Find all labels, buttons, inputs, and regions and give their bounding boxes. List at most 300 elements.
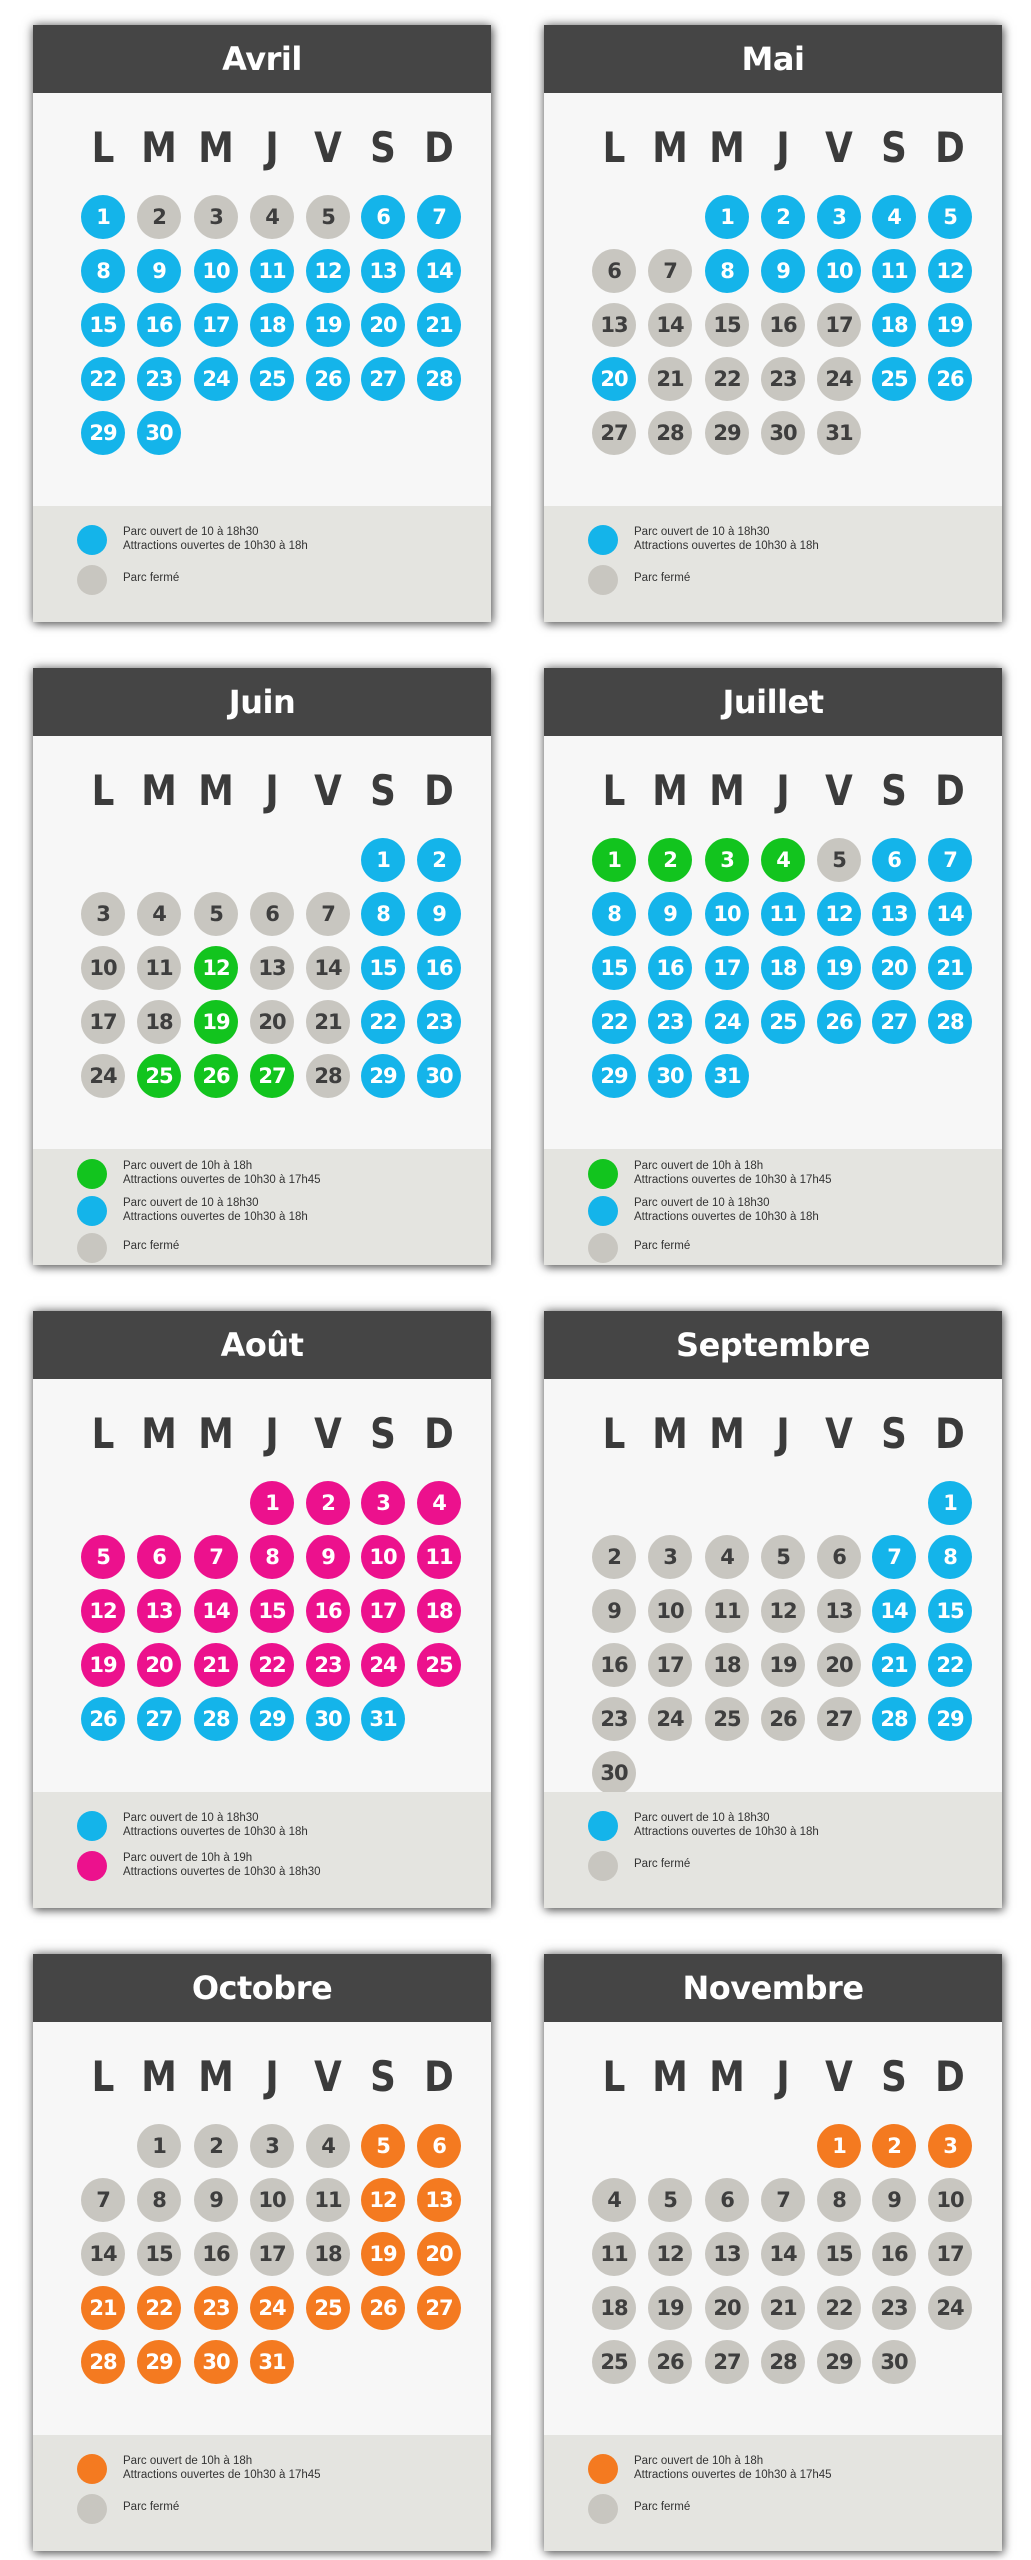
legend-text (634, 1811, 819, 1839)
legend-line: Attractions ouvertes de 10h30 à 18h30 (123, 1866, 321, 1878)
day-cell: 19 (194, 1000, 238, 1044)
day-cell: 2 (306, 1481, 350, 1525)
day-cell: 23 (648, 1000, 692, 1044)
legend-item (33, 2491, 491, 2527)
day-cell: 21 (417, 303, 461, 347)
legend-item (33, 562, 491, 598)
day-cell: 29 (361, 1054, 405, 1098)
month-title: Août (33, 1311, 491, 1379)
legend-line: Parc ouvert de 10 à 18h30 (123, 1812, 259, 1824)
legend (544, 506, 1002, 622)
day-cell: 23 (194, 2286, 238, 2330)
weekday-label: M (198, 123, 234, 172)
day-cell: 7 (194, 1535, 238, 1579)
day-cell: 19 (648, 2286, 692, 2330)
legend-item (33, 1193, 491, 1229)
month-card-3 (544, 668, 1002, 1265)
day-cell: 12 (648, 2232, 692, 2276)
day-cell: 8 (928, 1535, 972, 1579)
day-cell: 6 (705, 2178, 749, 2222)
day-cell: 11 (137, 946, 181, 990)
legend-item (33, 2451, 491, 2487)
day-cell: 25 (592, 2340, 636, 2384)
day-cell: 17 (648, 1643, 692, 1687)
day-cell: 1 (81, 195, 125, 239)
weekday-label: M (198, 1409, 234, 1458)
day-cell: 3 (928, 2124, 972, 2168)
day-cell: 16 (306, 1589, 350, 1633)
month-title: Septembre (544, 1311, 1002, 1379)
legend-color-dot (588, 525, 618, 555)
day-cell: 19 (81, 1643, 125, 1687)
day-cell: 1 (592, 838, 636, 882)
legend-item (33, 522, 491, 558)
day-cell: 6 (872, 838, 916, 882)
day-cell: 1 (928, 1481, 972, 1525)
legend-item (544, 1848, 1002, 1884)
legend-line: Parc ouvert de 10 à 18h30 (634, 1197, 770, 1209)
day-cell: 22 (250, 1643, 294, 1687)
day-cell: 4 (872, 195, 916, 239)
day-cell: 24 (194, 357, 238, 401)
day-cell: 7 (928, 838, 972, 882)
weekday-label: L (602, 1409, 626, 1458)
day-cell: 22 (137, 2286, 181, 2330)
legend-text (123, 1239, 179, 1253)
legend-line: Parc ouvert de 10h à 18h (123, 2455, 253, 2467)
day-cell: 8 (250, 1535, 294, 1579)
day-cell: 4 (761, 838, 805, 882)
month-title: Mai (544, 25, 1002, 93)
day-cell: 16 (194, 2232, 238, 2276)
day-cell: 14 (872, 1589, 916, 1633)
day-cell: 16 (417, 946, 461, 990)
day-cell: 7 (417, 195, 461, 239)
weekday-label: M (198, 766, 234, 815)
legend-line: Attractions ouvertes de 10h30 à 18h (634, 540, 819, 552)
weekday-label: L (91, 1409, 115, 1458)
legend-text (123, 2500, 179, 2514)
day-cell: 2 (872, 2124, 916, 2168)
legend-item (544, 1193, 1002, 1229)
weekday-label: D (424, 123, 454, 172)
legend (33, 506, 491, 622)
day-cell: 19 (817, 946, 861, 990)
day-cell: 30 (137, 411, 181, 455)
day-cell: 28 (761, 2340, 805, 2384)
month-card-0 (33, 25, 491, 622)
weekday-label: M (652, 766, 688, 815)
weekday-label: S (881, 766, 907, 815)
weekday-label: D (935, 123, 965, 172)
day-cell: 14 (194, 1589, 238, 1633)
legend-line: Parc fermé (634, 1858, 691, 1870)
day-cell: 21 (761, 2286, 805, 2330)
legend-item (544, 1230, 1002, 1266)
legend-line: Attractions ouvertes de 10h30 à 18h (123, 540, 308, 552)
weekday-label: S (881, 123, 907, 172)
legend-color-dot (77, 1159, 107, 1189)
day-cell: 6 (592, 249, 636, 293)
day-cell: 10 (928, 2178, 972, 2222)
day-cell: 13 (817, 1589, 861, 1633)
day-cell: 26 (306, 357, 350, 401)
day-cell: 14 (648, 303, 692, 347)
day-cell: 20 (705, 2286, 749, 2330)
day-cell: 6 (817, 1535, 861, 1579)
legend-text (634, 1196, 819, 1224)
weekday-label: M (652, 123, 688, 172)
day-cell: 20 (361, 303, 405, 347)
day-cell: 7 (81, 2178, 125, 2222)
day-cell: 16 (761, 303, 805, 347)
day-cell: 3 (250, 2124, 294, 2168)
day-cell: 20 (250, 1000, 294, 1044)
day-cell: 18 (872, 303, 916, 347)
legend-item (33, 1808, 491, 1844)
day-cell: 2 (648, 838, 692, 882)
day-cell: 2 (592, 1535, 636, 1579)
legend-line: Parc fermé (634, 1240, 691, 1252)
day-cell: 26 (761, 1697, 805, 1741)
legend-line: Parc fermé (123, 1240, 180, 1252)
day-cell: 25 (761, 1000, 805, 1044)
weekday-label: D (424, 766, 454, 815)
day-cell: 25 (872, 357, 916, 401)
day-cell: 14 (761, 2232, 805, 2276)
day-cell: 12 (817, 892, 861, 936)
weekday-label: V (825, 2052, 853, 2101)
day-cell: 31 (705, 1054, 749, 1098)
weekday-label: J (265, 766, 279, 815)
day-cell: 27 (592, 411, 636, 455)
day-cell: 24 (81, 1054, 125, 1098)
day-cell: 30 (761, 411, 805, 455)
day-cell: 15 (817, 2232, 861, 2276)
day-cell: 3 (81, 892, 125, 936)
legend (33, 1149, 491, 1265)
legend-text (123, 1851, 321, 1879)
day-cell: 24 (648, 1697, 692, 1741)
day-cell: 5 (361, 2124, 405, 2168)
weekday-label: J (265, 1409, 279, 1458)
day-cell: 24 (250, 2286, 294, 2330)
day-cell: 16 (592, 1643, 636, 1687)
day-cell: 15 (705, 303, 749, 347)
day-cell: 5 (81, 1535, 125, 1579)
legend-item (544, 2491, 1002, 2527)
day-cell: 28 (306, 1054, 350, 1098)
weekday-label: J (776, 123, 790, 172)
legend-text (123, 2454, 321, 2482)
legend-item (544, 1156, 1002, 1192)
legend-line: Attractions ouvertes de 10h30 à 17h45 (123, 1174, 321, 1186)
day-cell: 14 (306, 946, 350, 990)
day-cell: 21 (928, 946, 972, 990)
weekday-label: V (314, 766, 342, 815)
day-cell: 6 (361, 195, 405, 239)
legend-line: Parc ouvert de 10h à 18h (634, 1160, 764, 1172)
legend-item (33, 1156, 491, 1192)
day-cell: 1 (137, 2124, 181, 2168)
weekday-label: V (314, 1409, 342, 1458)
weekday-label: D (935, 1409, 965, 1458)
legend-text (634, 571, 690, 585)
legend-item (33, 1848, 491, 1884)
day-cell: 31 (361, 1697, 405, 1741)
legend-line: Attractions ouvertes de 10h30 à 18h (634, 1826, 819, 1838)
day-cell: 15 (592, 946, 636, 990)
legend-item (544, 1808, 1002, 1844)
day-cell: 25 (417, 1643, 461, 1687)
day-cell: 22 (81, 357, 125, 401)
day-cell: 29 (592, 1054, 636, 1098)
day-cell: 4 (137, 892, 181, 936)
day-cell: 23 (306, 1643, 350, 1687)
weekday-label: D (424, 1409, 454, 1458)
day-cell: 13 (250, 946, 294, 990)
day-cell: 10 (250, 2178, 294, 2222)
day-cell: 2 (761, 195, 805, 239)
day-cell: 23 (417, 1000, 461, 1044)
legend (544, 1149, 1002, 1265)
weekday-label: L (91, 2052, 115, 2101)
day-cell: 6 (137, 1535, 181, 1579)
day-cell: 1 (250, 1481, 294, 1525)
day-cell: 8 (592, 892, 636, 936)
day-cell: 29 (81, 411, 125, 455)
day-cell: 26 (81, 1697, 125, 1741)
day-cell: 3 (361, 1481, 405, 1525)
day-cell: 30 (872, 2340, 916, 2384)
legend-item (544, 2451, 1002, 2487)
day-cell: 3 (648, 1535, 692, 1579)
weekday-label: J (776, 1409, 790, 1458)
day-cell: 29 (928, 1697, 972, 1741)
day-cell: 25 (137, 1054, 181, 1098)
weekday-label: L (91, 766, 115, 815)
day-cell: 28 (81, 2340, 125, 2384)
day-cell: 24 (928, 2286, 972, 2330)
day-cell: 22 (592, 1000, 636, 1044)
day-cell: 7 (306, 892, 350, 936)
day-cell: 21 (194, 1643, 238, 1687)
legend-text (123, 571, 179, 585)
day-cell: 25 (250, 357, 294, 401)
legend-color-dot (77, 2494, 107, 2524)
day-cell: 26 (817, 1000, 861, 1044)
legend-line: Parc fermé (634, 572, 691, 584)
legend-color-dot (588, 1233, 618, 1263)
day-cell: 29 (137, 2340, 181, 2384)
legend-item (544, 522, 1002, 558)
legend-item (544, 562, 1002, 598)
day-cell: 13 (592, 303, 636, 347)
legend-text (634, 2500, 690, 2514)
day-cell: 29 (817, 2340, 861, 2384)
weekday-label: L (602, 2052, 626, 2101)
legend-color-dot (77, 1233, 107, 1263)
day-cell: 12 (761, 1589, 805, 1633)
day-cell: 8 (817, 2178, 861, 2222)
weekday-label: J (776, 2052, 790, 2101)
legend-color-dot (77, 2454, 107, 2484)
legend (33, 1792, 491, 1908)
day-cell: 11 (761, 892, 805, 936)
day-cell: 13 (361, 249, 405, 293)
legend-item (33, 1230, 491, 1266)
day-cell: 9 (417, 892, 461, 936)
weekday-label: D (424, 2052, 454, 2101)
day-cell: 9 (306, 1535, 350, 1579)
day-cell: 25 (705, 1697, 749, 1741)
day-cell: 8 (705, 249, 749, 293)
month-title: Avril (33, 25, 491, 93)
day-cell: 20 (817, 1643, 861, 1687)
day-cell: 30 (417, 1054, 461, 1098)
day-cell: 7 (648, 249, 692, 293)
day-cell: 27 (137, 1697, 181, 1741)
weekday-label: M (709, 1409, 745, 1458)
day-cell: 29 (250, 1697, 294, 1741)
weekday-label: S (370, 766, 396, 815)
legend-text (123, 1196, 308, 1224)
day-cell: 24 (705, 1000, 749, 1044)
day-cell: 11 (705, 1589, 749, 1633)
day-cell: 27 (250, 1054, 294, 1098)
weekday-label: J (265, 2052, 279, 2101)
legend-line: Attractions ouvertes de 10h30 à 18h (123, 1826, 308, 1838)
weekday-label: M (141, 2052, 177, 2101)
legend (544, 2435, 1002, 2551)
day-cell: 5 (306, 195, 350, 239)
weekday-label: L (91, 123, 115, 172)
day-cell: 14 (417, 249, 461, 293)
day-cell: 17 (817, 303, 861, 347)
day-cell: 4 (592, 2178, 636, 2222)
day-cell: 11 (592, 2232, 636, 2276)
weekday-label: M (709, 766, 745, 815)
day-cell: 16 (648, 946, 692, 990)
day-cell: 23 (761, 357, 805, 401)
day-cell: 30 (306, 1697, 350, 1741)
day-cell: 26 (361, 2286, 405, 2330)
legend-line: Parc ouvert de 10h à 19h (123, 1852, 253, 1864)
day-cell: 28 (417, 357, 461, 401)
day-cell: 12 (928, 249, 972, 293)
day-cell: 7 (761, 2178, 805, 2222)
day-cell: 2 (417, 838, 461, 882)
day-cell: 28 (194, 1697, 238, 1741)
legend-line: Attractions ouvertes de 10h30 à 17h45 (123, 2469, 321, 2481)
day-cell: 8 (81, 249, 125, 293)
day-cell: 19 (928, 303, 972, 347)
weekday-label: J (265, 123, 279, 172)
day-cell: 12 (361, 2178, 405, 2222)
day-cell: 31 (250, 2340, 294, 2384)
day-cell: 3 (705, 838, 749, 882)
weekday-label: M (141, 766, 177, 815)
weekday-label: M (198, 2052, 234, 2101)
day-cell: 4 (250, 195, 294, 239)
day-cell: 23 (592, 1697, 636, 1741)
day-cell: 17 (81, 1000, 125, 1044)
weekday-label: V (825, 1409, 853, 1458)
day-cell: 13 (872, 892, 916, 936)
weekday-label: D (935, 2052, 965, 2101)
day-cell: 18 (306, 2232, 350, 2276)
day-cell: 15 (361, 946, 405, 990)
legend-text (634, 1857, 690, 1871)
weekday-label: S (370, 123, 396, 172)
day-cell: 23 (872, 2286, 916, 2330)
legend-color-dot (588, 1851, 618, 1881)
day-cell: 11 (250, 249, 294, 293)
day-cell: 9 (648, 892, 692, 936)
legend-line: Attractions ouvertes de 10h30 à 18h (123, 1211, 308, 1223)
day-cell: 22 (705, 357, 749, 401)
weekday-label: M (141, 1409, 177, 1458)
legend-line: Parc ouvert de 10 à 18h30 (634, 526, 770, 538)
day-cell: 14 (928, 892, 972, 936)
weekday-label: S (881, 1409, 907, 1458)
day-cell: 20 (137, 1643, 181, 1687)
day-cell: 21 (81, 2286, 125, 2330)
day-cell: 13 (137, 1589, 181, 1633)
day-cell: 27 (361, 357, 405, 401)
day-cell: 16 (872, 2232, 916, 2276)
weekday-label: V (825, 123, 853, 172)
day-cell: 18 (137, 1000, 181, 1044)
day-cell: 25 (306, 2286, 350, 2330)
weekday-label: M (709, 2052, 745, 2101)
day-cell: 12 (306, 249, 350, 293)
month-card-5 (544, 1311, 1002, 1908)
day-cell: 19 (306, 303, 350, 347)
day-cell: 1 (705, 195, 749, 239)
day-cell: 27 (817, 1697, 861, 1741)
legend-color-dot (588, 2494, 618, 2524)
day-cell: 27 (417, 2286, 461, 2330)
day-cell: 18 (417, 1589, 461, 1633)
day-cell: 21 (306, 1000, 350, 1044)
day-cell: 30 (592, 1751, 636, 1795)
day-cell: 20 (417, 2232, 461, 2276)
day-cell: 17 (194, 303, 238, 347)
day-cell: 13 (417, 2178, 461, 2222)
legend-text (634, 1239, 690, 1253)
day-cell: 5 (194, 892, 238, 936)
day-cell: 15 (250, 1589, 294, 1633)
legend-text (634, 2454, 832, 2482)
day-cell: 8 (137, 2178, 181, 2222)
day-cell: 3 (817, 195, 861, 239)
day-cell: 24 (361, 1643, 405, 1687)
day-cell: 24 (817, 357, 861, 401)
day-cell: 20 (872, 946, 916, 990)
day-cell: 17 (705, 946, 749, 990)
day-cell: 9 (761, 249, 805, 293)
weekday-label: L (602, 123, 626, 172)
day-cell: 4 (417, 1481, 461, 1525)
day-cell: 29 (705, 411, 749, 455)
legend-color-dot (77, 525, 107, 555)
day-cell: 18 (592, 2286, 636, 2330)
day-cell: 4 (306, 2124, 350, 2168)
day-cell: 6 (417, 2124, 461, 2168)
month-title: Novembre (544, 1954, 1002, 2022)
day-cell: 2 (137, 195, 181, 239)
